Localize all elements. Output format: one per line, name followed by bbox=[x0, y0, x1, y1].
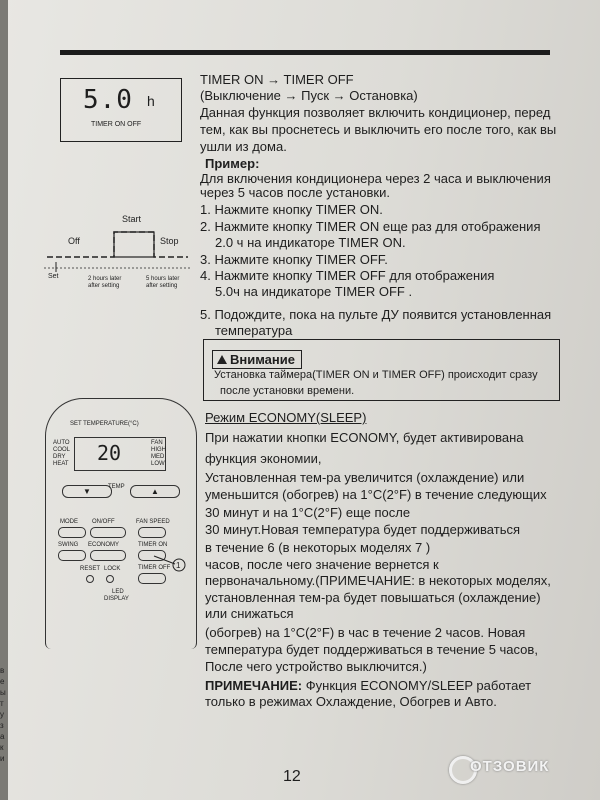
step-line: 5. Подождите, пока на пульте ДУ появится установленная bbox=[200, 307, 552, 322]
watermark: ОТЗОВИК bbox=[470, 758, 550, 775]
fan-speed-button[interactable] bbox=[138, 527, 166, 538]
remote-fanspeed-text: FAN SPEED bbox=[136, 519, 170, 525]
callout-line bbox=[150, 548, 186, 578]
remote-display-text: DISPLAY bbox=[104, 596, 129, 602]
remote-screen bbox=[53, 437, 166, 471]
diagram-start: Start bbox=[122, 214, 142, 224]
economy-line: После чего устройство выключится.) bbox=[205, 659, 427, 674]
step-line: 2.0 ч на индикаторе TIMER ON. bbox=[215, 235, 406, 250]
timer-subtitle: (Выключение → Пуск → Остановка) bbox=[200, 88, 418, 103]
lcd-caption: TIMER ON OFF bbox=[91, 121, 142, 128]
temp-up-button[interactable]: ▲ bbox=[130, 485, 180, 498]
economy-line: или снижаться bbox=[205, 606, 294, 621]
economy-line: температура будет поддерживаться в течение 5 часов, bbox=[205, 642, 538, 657]
remote-economy-text: ECONOMY bbox=[88, 542, 120, 548]
remote-fan-label: FAN bbox=[151, 440, 163, 446]
economy-line: 30 минут.Новая температура будет поддерживаться bbox=[205, 522, 521, 537]
remote-mode-label: COOL bbox=[53, 447, 71, 453]
remote-control bbox=[45, 398, 197, 649]
warning-line: Установка таймера(TIMER ON и TIMER OFF) происходит сразу bbox=[214, 369, 538, 381]
remote-mode-label: DRY bbox=[53, 454, 66, 460]
remote-mode-text: MODE bbox=[60, 519, 78, 525]
economy-line: функция экономии, bbox=[205, 451, 322, 466]
edge-characters: в е ы т у з а к и bbox=[0, 666, 6, 763]
step-line: температура bbox=[215, 323, 293, 338]
remote-led-text: LED bbox=[112, 589, 124, 595]
economy-line: уменьшится (обогрев) на 1°С(2°F) в течение следующих bbox=[205, 487, 547, 502]
economy-line: первоначальному.(ПРИМЕЧАНИЕ: в некоторых моделях, bbox=[205, 573, 551, 588]
step-line: 2. Нажмите кнопку TIMER ON еще раз для отображения bbox=[200, 219, 541, 234]
mode-button[interactable] bbox=[58, 527, 86, 538]
remote-fan-label: LOW bbox=[151, 461, 165, 467]
economy-note-line2: только в режимах Охлаждение, Обогрев и Авто. bbox=[205, 694, 497, 709]
remote-fan-label: MED bbox=[151, 454, 165, 460]
diagram-5h-line1: 5 hours later bbox=[146, 276, 180, 282]
diagram-2h-line2: after setting bbox=[88, 283, 120, 289]
economy-line: часов, после чего значение вернется к bbox=[205, 557, 439, 572]
step-line: 1. Нажмите кнопку TIMER ON. bbox=[200, 202, 383, 217]
diagram-on-block bbox=[114, 232, 154, 257]
economy-title: Режим ECONOMY(SLEEP) bbox=[205, 410, 367, 425]
diagram-2h-line1: 2 hours later bbox=[88, 276, 122, 282]
economy-button[interactable] bbox=[90, 550, 126, 561]
economy-note: ПРИМЕЧАНИЕ: Функция ECONOMY/SLEEP работает bbox=[205, 678, 532, 693]
example-line: через 5 часов после установки. bbox=[200, 185, 390, 200]
economy-line: 30 минут и на 1°С(2°F) еще после bbox=[205, 505, 411, 520]
step-line: 3. Нажмите кнопку TIMER OFF. bbox=[200, 252, 388, 267]
remote-temp-label: TEMP bbox=[108, 484, 125, 490]
remote-set-temp: SET TEMPERATURE(°C) bbox=[70, 421, 139, 427]
timer-title: TIMER ON → TIMER OFF bbox=[200, 72, 354, 87]
swing-button[interactable] bbox=[58, 550, 86, 561]
economy-line: (обогрев) на 1°С(2°F) в час в течение 2 часов. Новая bbox=[205, 625, 526, 640]
economy-line: Установленная тем-ра увеличится (охлаждение) или bbox=[205, 470, 525, 485]
step-line: 5.0ч на индикаторе TIMER OFF . bbox=[215, 284, 413, 299]
economy-line: в течение 6 (в некоторых моделях 7 ) bbox=[205, 540, 431, 555]
remote-screen-digits: 20 bbox=[97, 441, 122, 465]
remote-timeron-text: TIMER ON bbox=[138, 542, 168, 548]
lock-button[interactable] bbox=[106, 575, 114, 583]
remote-fan-label: HIGH bbox=[151, 447, 166, 453]
lcd-indicator bbox=[60, 78, 182, 142]
warning-icon bbox=[217, 355, 227, 364]
step-line: 4. Нажмите кнопку TIMER OFF для отображения bbox=[200, 268, 495, 283]
example-label: Пример: bbox=[205, 156, 260, 171]
warning-line: после установки времени. bbox=[220, 385, 355, 397]
warning-box bbox=[203, 339, 560, 401]
lcd-digits: 5.0 bbox=[83, 85, 133, 115]
callout-number: 1 bbox=[176, 561, 181, 570]
header-rule bbox=[60, 50, 550, 55]
page-number: 12 bbox=[283, 768, 301, 785]
economy-line: установленная тем-ра будет повышаться (охлаждение) bbox=[205, 590, 541, 605]
warning-title: Внимание bbox=[212, 350, 302, 369]
remote-reset-text: RESET bbox=[80, 566, 101, 572]
reset-button[interactable] bbox=[86, 575, 94, 583]
timer-desc-line: ушли из дома. bbox=[200, 139, 287, 154]
diagram-5h-line2: after setting bbox=[146, 283, 178, 289]
timer-desc-line: тем, как вы проснетесь и выключить его после того, как вы bbox=[200, 122, 557, 137]
timer-diagram bbox=[42, 210, 192, 295]
onoff-button[interactable] bbox=[90, 527, 126, 538]
timer-desc-line: Данная функция позволяет включить кондиционер, перед bbox=[200, 105, 551, 120]
remote-onoff-text: ON/OFF bbox=[92, 519, 115, 525]
diagram-off: Off bbox=[68, 236, 80, 246]
remote-swing-text: SWING bbox=[58, 542, 79, 548]
remote-mode-label: AUTO bbox=[53, 440, 70, 446]
economy-line: При нажатии кнопки ECONOMY, будет активирована bbox=[205, 430, 524, 445]
remote-mode-label: HEAT bbox=[53, 461, 69, 467]
example-line: Для включения кондиционера через 2 часа и выключения bbox=[200, 171, 551, 186]
diagram-stop: Stop bbox=[160, 236, 179, 246]
remote-timeroff-text: TIMER OFF bbox=[138, 565, 171, 571]
lcd-unit: h bbox=[147, 93, 155, 109]
temp-down-button[interactable]: ▼ bbox=[62, 485, 112, 498]
diagram-set: Set bbox=[48, 273, 59, 280]
remote-lock-text: LOCK bbox=[104, 566, 121, 572]
